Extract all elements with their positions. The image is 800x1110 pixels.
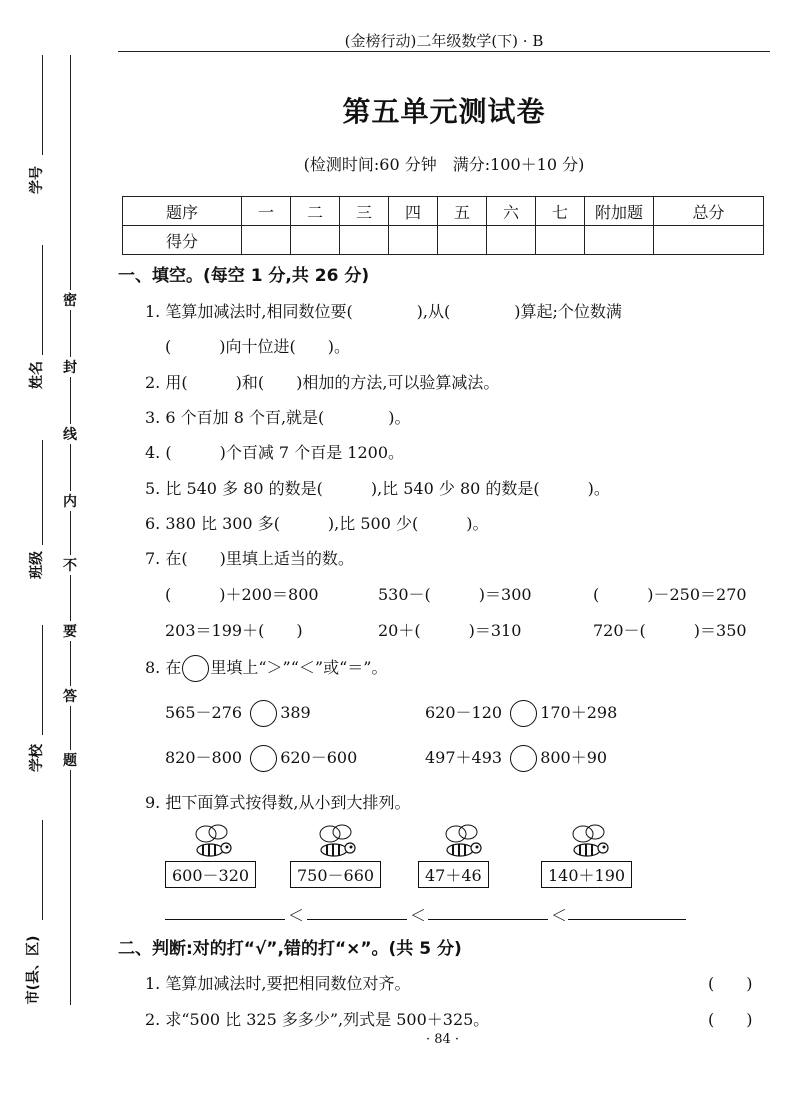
score-row-label: 得分 xyxy=(123,226,242,255)
score-cell: 二 xyxy=(291,197,340,226)
answer-circle[interactable] xyxy=(510,745,537,772)
q8-right: 800＋90 xyxy=(540,748,608,767)
question-2: 2. 用( )和( )相加的方法,可以验算减法。 xyxy=(145,373,500,392)
answer-circle[interactable] xyxy=(250,745,277,772)
sidebar-label-student-id: 学号 xyxy=(29,166,45,194)
q7-item: 530－( )＝300 xyxy=(378,585,532,604)
bee-icon xyxy=(565,822,615,862)
q8-item xyxy=(165,745,357,772)
section2-heading: 二、判断:对的打“√”,错的打“×”。(共 5 分) xyxy=(118,939,462,959)
bee-icon xyxy=(312,822,362,862)
score-input-cell[interactable] xyxy=(389,226,438,255)
sidebar-label-name: 姓名 xyxy=(29,361,45,389)
question-9: 9. 把下面算式按得数,从小到大排列。 xyxy=(145,793,411,812)
q7-item: 203＝199＋( ) xyxy=(165,621,303,640)
q8-right: 620－600 xyxy=(280,748,358,767)
answer-circle[interactable] xyxy=(510,700,537,727)
seal-char-5: 不 xyxy=(63,555,77,575)
score-input-cell[interactable] xyxy=(585,226,654,255)
score-cell: 总分 xyxy=(654,197,764,226)
expression-box: 600－320 xyxy=(165,861,256,888)
seal-char-3: 线 xyxy=(63,424,77,444)
q8-left: 497＋493 xyxy=(425,748,503,767)
score-cell: 五 xyxy=(438,197,487,226)
less-than-sign: ＜ xyxy=(551,906,568,925)
score-cell: 题序 xyxy=(123,197,242,226)
sidebar-label-city: 市(县、区) xyxy=(25,935,42,1005)
score-input-cell[interactable] xyxy=(654,226,764,255)
score-table-score-row xyxy=(123,226,764,255)
binding-line xyxy=(70,55,71,1005)
score-table xyxy=(122,196,764,255)
q7-item: 720－( )＝350 xyxy=(593,621,747,640)
order-blank[interactable] xyxy=(568,918,686,920)
order-blank[interactable] xyxy=(165,918,285,920)
score-cell: 四 xyxy=(389,197,438,226)
judge-answer-paren[interactable]: ( ) xyxy=(708,1010,753,1029)
score-input-cell[interactable] xyxy=(487,226,536,255)
question-1-line-a: 1. 笔算加减法时,相同数位要( ),从( )算起;个位数满 xyxy=(145,302,622,321)
expression-box: 140＋190 xyxy=(541,861,632,888)
seal-char-2: 封 xyxy=(63,357,77,377)
score-cell: 一 xyxy=(242,197,291,226)
expression-box: 750－660 xyxy=(290,861,381,888)
page-title: 第五单元测试卷 xyxy=(342,95,546,128)
q8-suffix: 里填上“＞”“＜”或“＝”。 xyxy=(210,658,388,677)
score-table-header-row xyxy=(123,197,764,226)
name-line xyxy=(42,245,43,355)
score-cell: 附加题 xyxy=(585,197,654,226)
q8-right: 389 xyxy=(280,703,311,722)
order-blank[interactable] xyxy=(307,918,407,920)
school-line xyxy=(42,625,43,735)
question-7: 7. 在( )里填上适当的数。 xyxy=(145,549,354,568)
q8-right: 170＋298 xyxy=(540,703,618,722)
answer-circle[interactable] xyxy=(250,700,277,727)
student-id-line xyxy=(42,55,43,155)
q8-item xyxy=(425,700,617,727)
score-input-cell[interactable] xyxy=(536,226,585,255)
exam-info: (检测时间:60 分钟 满分:100＋10 分) xyxy=(303,155,585,174)
less-than-sign: ＜ xyxy=(410,906,427,925)
q7-item: ( )＋200＝800 xyxy=(165,585,319,604)
seal-char-4: 内 xyxy=(63,491,77,511)
q8-left: 565－276 xyxy=(165,703,243,722)
header-rule xyxy=(118,51,770,52)
book-header: (金榜行动)二年级数学(下) · B xyxy=(344,32,544,50)
score-cell: 七 xyxy=(536,197,585,226)
question-8 xyxy=(145,655,387,682)
bee-icon xyxy=(188,822,238,862)
q8-item xyxy=(425,745,607,772)
judge-question-2: 2. 求“500 比 325 多多少”,列式是 500＋325。 xyxy=(145,1010,490,1029)
seal-char-7: 答 xyxy=(63,686,77,706)
score-input-cell[interactable] xyxy=(291,226,340,255)
question-6: 6. 380 比 300 多( ),比 500 少( )。 xyxy=(145,514,489,533)
page-number: · 84 · xyxy=(425,1032,460,1047)
judge-question-1: 1. 笔算加减法时,要把相同数位对齐。 xyxy=(145,974,411,993)
seal-char-8: 题 xyxy=(63,750,77,770)
q7-item: 20＋( )＝310 xyxy=(378,621,522,640)
score-input-cell[interactable] xyxy=(340,226,389,255)
score-cell: 六 xyxy=(487,197,536,226)
sidebar-label-school: 学校 xyxy=(29,744,45,772)
q8-left: 820－800 xyxy=(165,748,243,767)
q8-left: 620－120 xyxy=(425,703,503,722)
q8-item xyxy=(165,700,311,727)
expression-box: 47＋46 xyxy=(418,861,489,888)
less-than-sign: ＜ xyxy=(288,906,305,925)
sidebar-label-class: 班级 xyxy=(29,551,45,579)
question-1-line-b: ( )向十位进( )。 xyxy=(165,337,350,356)
seal-char-1: 密 xyxy=(63,290,77,310)
judge-answer-paren[interactable]: ( ) xyxy=(708,974,753,993)
bee-icon xyxy=(438,822,488,862)
q8-prefix: 8. 在 xyxy=(145,658,182,677)
order-blank[interactable] xyxy=(428,918,548,920)
class-line xyxy=(42,440,43,545)
question-5: 5. 比 540 多 80 的数是( ),比 540 少 80 的数是( )。 xyxy=(145,479,610,498)
question-4: 4. ( )个百减 7 个百是 1200。 xyxy=(145,443,404,462)
score-input-cell[interactable] xyxy=(242,226,291,255)
seal-char-6: 要 xyxy=(63,621,77,641)
circle-icon xyxy=(182,655,209,682)
city-line xyxy=(42,820,43,920)
score-input-cell[interactable] xyxy=(438,226,487,255)
score-cell: 三 xyxy=(340,197,389,226)
question-3: 3. 6 个百加 8 个百,就是( )。 xyxy=(145,408,411,427)
section1-heading: 一、填空。(每空 1 分,共 26 分) xyxy=(118,266,370,286)
q7-item: ( )－250＝270 xyxy=(593,585,747,604)
